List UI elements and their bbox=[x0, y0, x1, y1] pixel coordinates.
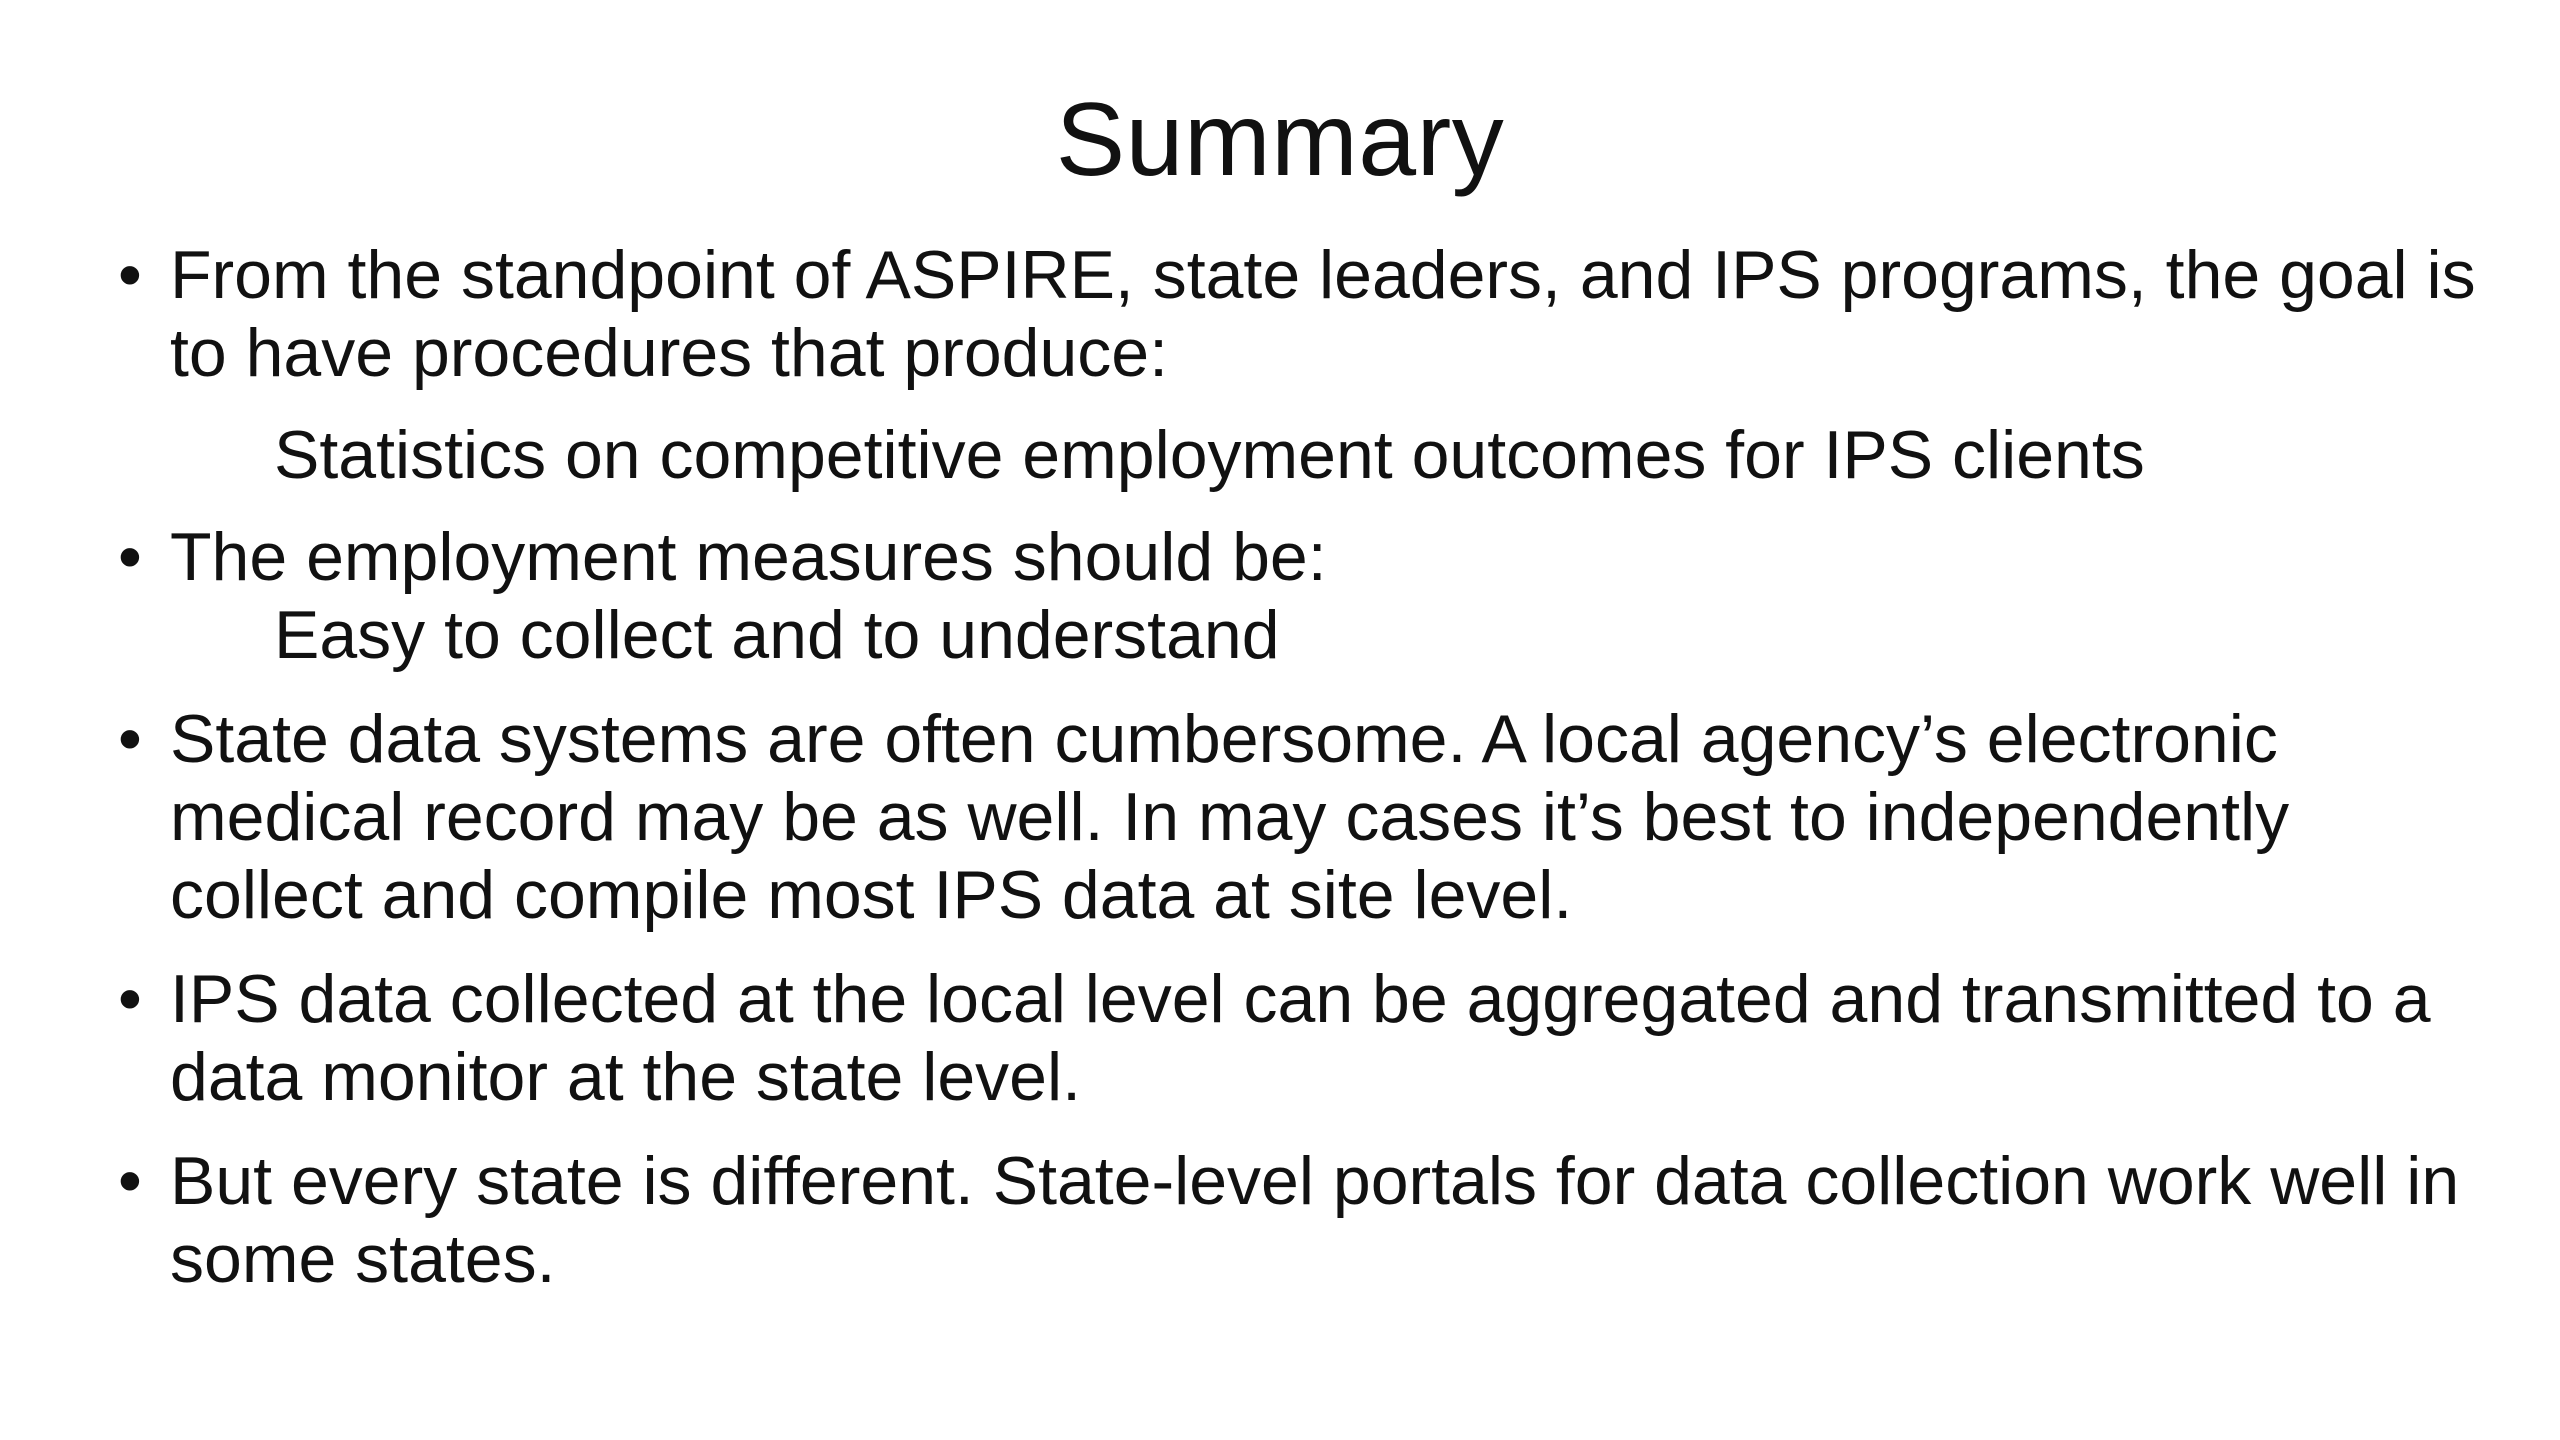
bullet-text: IPS data collected at the local level can be aggregated and transmitted to a data monitor at the state level. bbox=[170, 961, 2431, 1115]
bullet-item bbox=[118, 700, 2478, 934]
bullet-text: But every state is different. State-level portals for data collection work well in some states. bbox=[170, 1143, 2460, 1297]
sub-bullet-text: Statistics on competitive employment outcomes for IPS clients bbox=[274, 417, 2145, 493]
bullet-text: State data systems are often cumbersome. A local agency’s electronic medical record may be as well. In may cases it’s best to independently collect and compile most IPS data at site level. bbox=[170, 701, 2290, 933]
bullet-item bbox=[118, 236, 2478, 392]
bullet-list bbox=[118, 236, 2478, 1298]
bullet-item bbox=[118, 518, 2478, 596]
bullet-glyph: • bbox=[118, 1143, 142, 1219]
bullet-text: The employment measures should be: bbox=[170, 519, 1327, 595]
bullet-glyph: • bbox=[118, 961, 142, 1037]
bullet-text: From the standpoint of ASPIRE, state leaders, and IPS programs, the goal is to have procedures that produce: bbox=[170, 237, 2476, 391]
sub-bullet-text: Easy to collect and to understand bbox=[274, 597, 1280, 673]
slide-title: Summary bbox=[1055, 82, 1505, 198]
bullet-item bbox=[118, 1142, 2478, 1298]
bullet-glyph: • bbox=[118, 519, 142, 595]
bullet-glyph: • bbox=[118, 237, 142, 313]
bullet-item bbox=[118, 960, 2478, 1116]
bullet-glyph: • bbox=[118, 701, 142, 777]
